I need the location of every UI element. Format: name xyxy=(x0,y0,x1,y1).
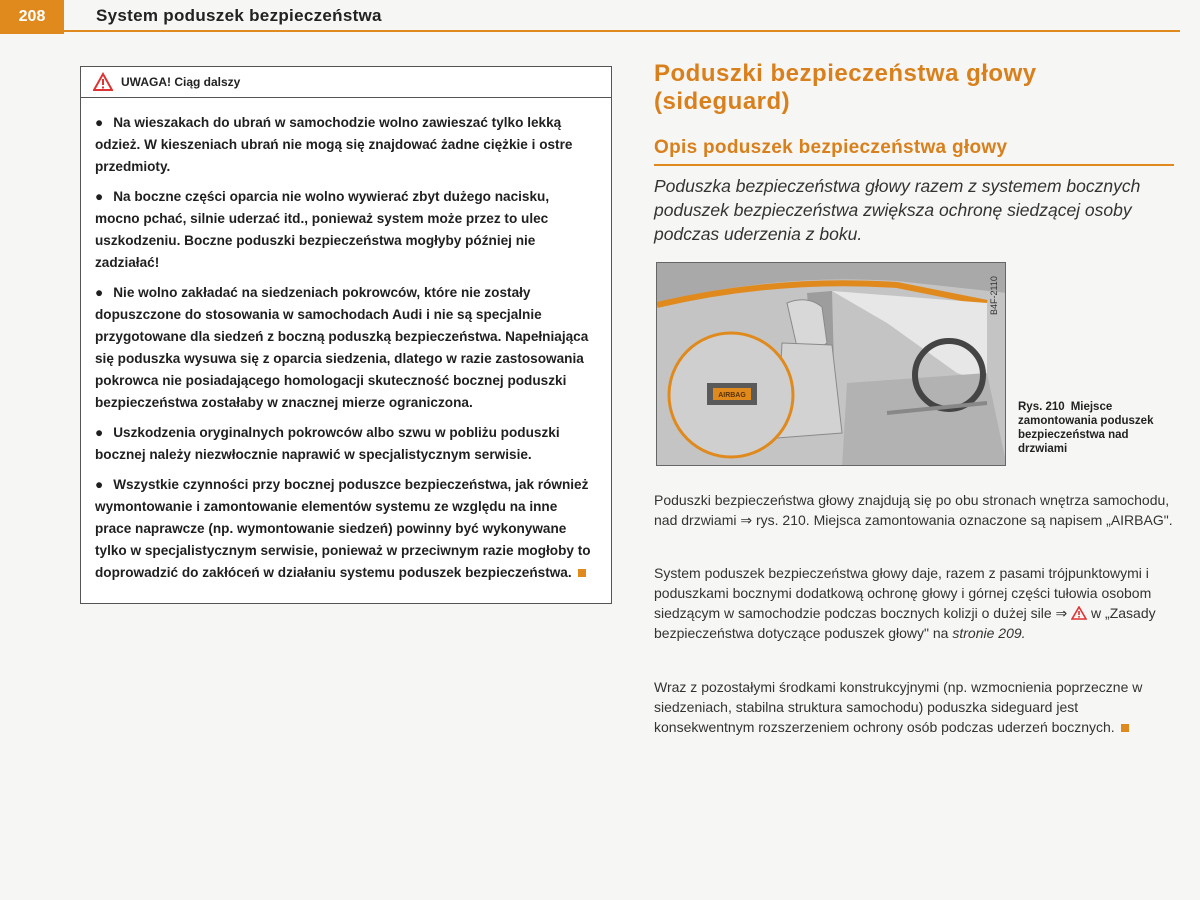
warning-triangle-icon xyxy=(93,72,113,92)
subtitle-rule xyxy=(654,164,1174,166)
airbag-label: AIRBAG xyxy=(718,392,746,399)
car-interior-figure xyxy=(656,262,1006,466)
section-title: Poduszki bezpieczeństwa głowy (sideguard) xyxy=(654,60,1037,115)
section-subtitle: Opis poduszek bezpieczeństwa głowy xyxy=(654,137,1008,158)
end-marker-icon xyxy=(578,569,586,577)
running-header-title: System poduszek bezpieczeństwa xyxy=(96,6,382,25)
figure-caption-number: Rys. 210 xyxy=(1018,401,1065,413)
warning-bullet: ● Uszkodzenia oryginalnych pokrowców albo szwu w pobliżu poduszki bocznej należy niezwłocznie naprawić w specjalistycznym serwisie. xyxy=(95,425,560,462)
body-paragraph-2: System poduszek bezpieczeństwa głowy daje, razem z pasami trójpunktowymi i poduszkami bocznymi dodatkową ochronę głowy i górnej części tułowia osobom siedzącym w samochodzie podczas bocznych kolizji o dużej sile ⇒ w „Zasady bezpieczeństwa dotyczące poduszek głowy" na stronie 209. xyxy=(654,565,1156,641)
warning-heading: UWAGA! Ciąg dalszy xyxy=(121,75,241,89)
warning-bullet: ● Na wieszakach do ubrań w samochodzie wolno zawieszać tylko lekką odzież. W kieszeniach ubrań nie mogą się znajdować żadne ciężkie i ostre przedmioty. xyxy=(95,115,573,174)
end-marker-icon xyxy=(1121,724,1129,732)
figure-caption-text: Miejsce zamontowania poduszek bezpieczeństwa nad drzwiami xyxy=(1018,401,1154,455)
body-paragraph-1: Poduszki bezpieczeństwa głowy znajdują się po obu stronach wnętrza samochodu, nad drzwiami ⇒ rys. 210. Miejsca zamontowania oznaczone są napisem „AIRBAG". xyxy=(654,492,1173,528)
page-reference-link[interactable]: stronie 209. xyxy=(952,625,1026,641)
warning-bullet: ● Na boczne części oparcia nie wolno wywierać zbyt dużego nacisku, mocno pchać, silnie uderzać itd., ponieważ system może przez to ulec uszkodzeniu. Boczne poduszki bezpieczeństwa mogłyby później nie zadziałać! xyxy=(95,189,550,270)
warning-triangle-icon xyxy=(1071,606,1087,620)
warning-bullet: ● Wszystkie czynności przy bocznej poduszce bezpieczeństwa, jak również wymontowanie i zamontowanie elementów systemu ze względu na inne prace naprawcze (np. wymontowanie siedzeń) powinny być wykonywane tylko w specjalistycznym serwisie, ponieważ w przeciwnym razie mogłoby to doprowadzić do zakłóceń w działaniu systemu poduszek bezpieczeństwa. xyxy=(95,477,591,580)
warning-bullet: ● Nie wolno zakładać na siedzeniach pokrowców, które nie zostały dopuszczone do stosowania w samochodach Audi i nie są specjalnie przygotowane dla siedzeń z boczną poduszką bezpieczeństwa. Napełniająca się poduszka wysuwa się z oparcia siedzenia, dlatego w razie zastosowania pokrowca nie posiadającego homologacji skuteczność bocznej poduszki bezpieczeństwa zostałaby w znacznej mierze ograniczona. xyxy=(95,285,589,410)
car-interior-illustration xyxy=(657,263,1006,466)
figure-code: B4F-2110 xyxy=(989,276,999,315)
page-number: 208 xyxy=(0,0,64,34)
intro-text: Poduszka bezpieczeństwa głowy razem z systemem bocznych poduszek bezpieczeństwa zwiększa ochronę siedzącej osoby podczas uderzenia z boku. xyxy=(654,176,1141,244)
warning-box xyxy=(80,66,612,604)
warning-header xyxy=(81,67,611,98)
header-rule xyxy=(64,30,1180,32)
figure-caption xyxy=(1018,400,1178,456)
body-paragraph-3: Wraz z pozostałymi środkami konstrukcyjnymi (np. wzmocnienia poprzeczne w siedzeniach, stabilna struktura samochodu) poduszka sideguard jest konsekwentnym rozszerzeniem ochrony osób podczas uderzeń bocznych. xyxy=(654,679,1143,735)
